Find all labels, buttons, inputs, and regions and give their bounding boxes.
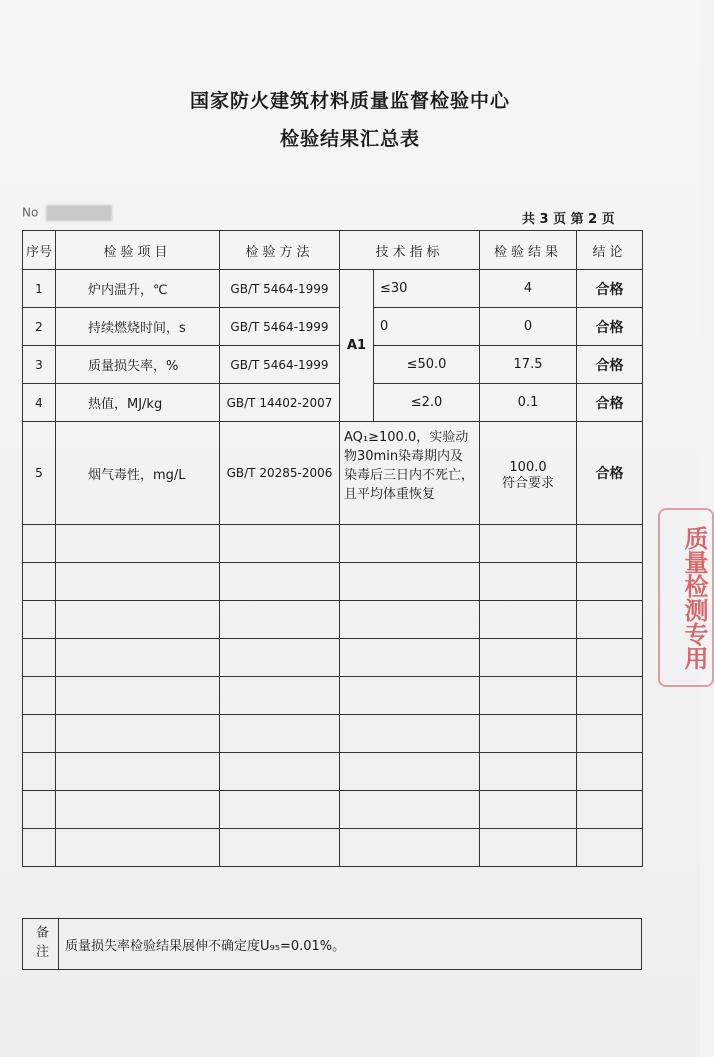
row-item: 热值，MJ/kg — [56, 384, 220, 422]
row-result: 4 — [480, 270, 577, 308]
col-header-seq: 序号 — [23, 231, 56, 270]
empty-row — [23, 601, 643, 639]
official-seal-stamp: 质量检测专用 — [658, 508, 714, 687]
col-header-item: 检验项目 — [56, 231, 220, 270]
row-result: 0.1 — [480, 384, 577, 422]
remark-table — [22, 918, 642, 970]
row-item: 质量损失率，% — [56, 346, 220, 384]
row-conclusion: 合格 — [577, 422, 643, 525]
empty-row — [23, 563, 643, 601]
row-method: GB/T 5464-1999 — [220, 270, 340, 308]
row-no: 1 — [23, 270, 56, 308]
empty-row — [23, 677, 643, 715]
row-spec: 0 — [374, 308, 480, 346]
row-no: 4 — [23, 384, 56, 422]
row-no: 3 — [23, 346, 56, 384]
table-row — [23, 308, 643, 346]
row-spec: AQ₁≥100.0，实验动物30min染毒期内及染毒后三日内不死亡，且平均体重恢复 — [340, 422, 480, 525]
page-info: 共 3 页 第 2 页 — [522, 212, 615, 227]
table-row — [23, 346, 643, 384]
report-subtitle: 检验结果汇总表 — [279, 128, 420, 150]
row-item: 烟气毒性，mg/L — [56, 422, 220, 525]
remark-label: 备注 — [23, 919, 59, 970]
empty-row — [23, 791, 643, 829]
grade-cell: A1 — [340, 270, 374, 422]
row-spec: ≤50.0 — [374, 346, 480, 384]
col-header-spec: 技术指标 — [340, 231, 480, 270]
row-result: 0 — [480, 308, 577, 346]
row-item: 持续燃烧时间，s — [56, 308, 220, 346]
row-no: 2 — [23, 308, 56, 346]
row-result — [480, 422, 577, 525]
report-title: 国家防火建筑材料质量监督检验中心 — [189, 90, 510, 112]
empty-row — [23, 829, 643, 867]
col-header-method: 检验方法 — [220, 231, 340, 270]
row-spec: ≤30 — [374, 270, 480, 308]
table-row — [23, 422, 643, 525]
row-method: GB/T 5464-1999 — [220, 308, 340, 346]
redacted-number-block — [46, 205, 112, 221]
row-conclusion: 合格 — [577, 270, 643, 308]
empty-row — [23, 525, 643, 563]
empty-row — [23, 715, 643, 753]
table-row — [23, 384, 643, 422]
document-number — [22, 205, 112, 221]
empty-row — [23, 753, 643, 791]
row-conclusion: 合格 — [577, 346, 643, 384]
row-conclusion: 合格 — [577, 384, 643, 422]
row-spec: ≤2.0 — [374, 384, 480, 422]
col-header-conclusion: 结论 — [577, 231, 643, 270]
results-table — [22, 230, 643, 867]
empty-row — [23, 639, 643, 677]
col-header-result: 检验结果 — [480, 231, 577, 270]
row-result: 17.5 — [480, 346, 577, 384]
row-method: GB/T 5464-1999 — [220, 346, 340, 384]
remark-text: 质量损失率检验结果展伸不确定度U₉₅=0.01%。 — [59, 919, 642, 970]
row-item: 炉内温升，℃ — [56, 270, 220, 308]
row-result-value: 100.0 — [509, 460, 547, 475]
document-number-prefix: No — [22, 205, 39, 220]
row-result-note: 符合要求 — [502, 476, 555, 491]
row-conclusion: 合格 — [577, 308, 643, 346]
row-method: GB/T 14402-2007 — [220, 384, 340, 422]
row-method: GB/T 20285-2006 — [220, 422, 340, 525]
table-row — [23, 270, 643, 308]
table-header-row — [23, 231, 643, 270]
row-no: 5 — [23, 422, 56, 525]
